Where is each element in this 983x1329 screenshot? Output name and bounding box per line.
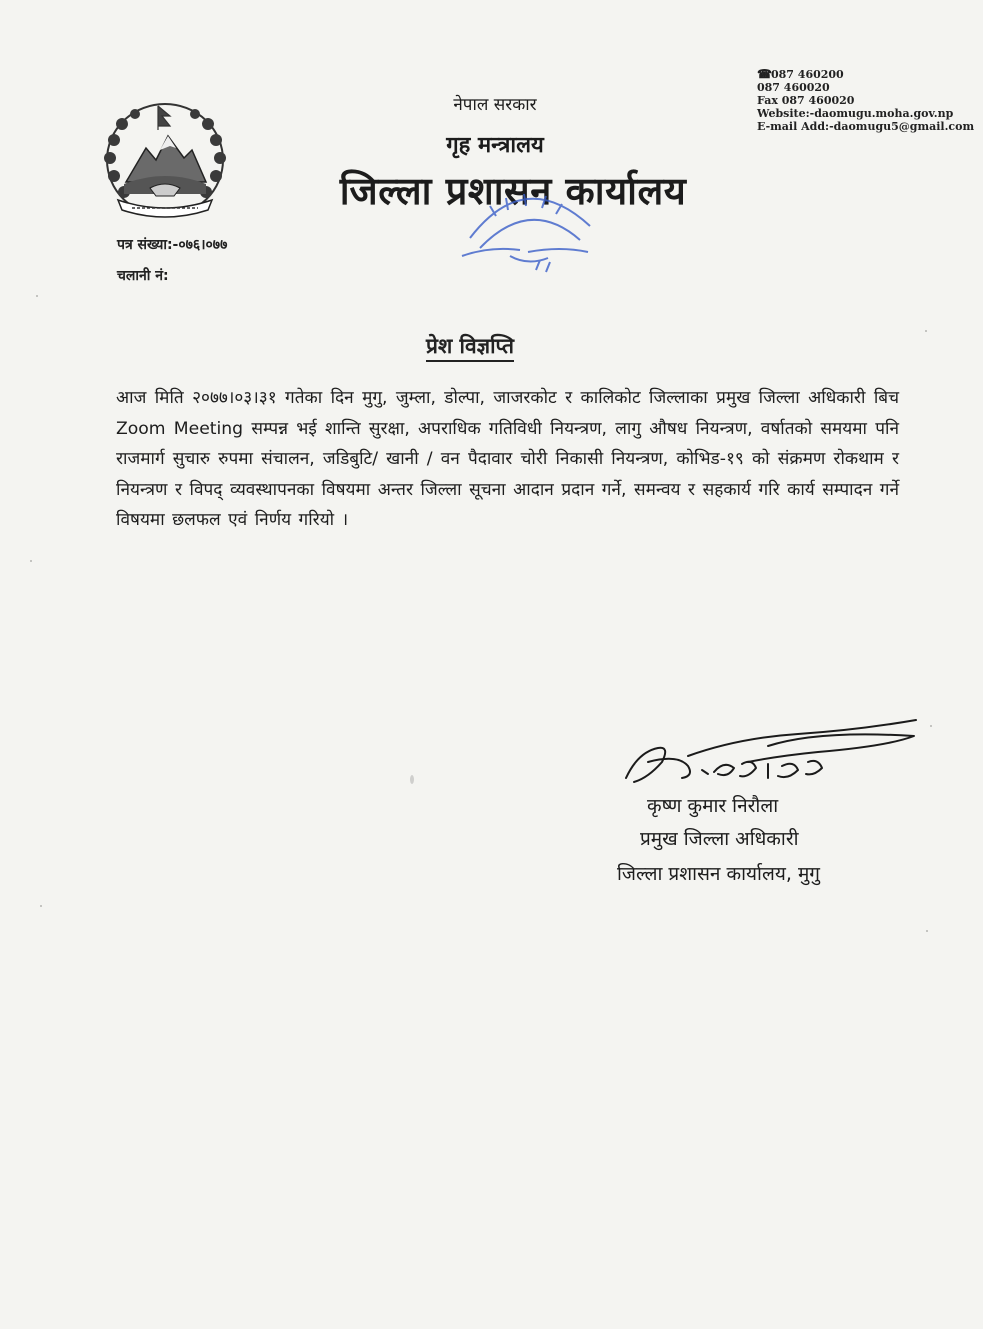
government-name: नेपाल सरकार <box>453 95 537 115</box>
fax-number: Fax 087 460020 <box>757 94 855 107</box>
phone-number-2: 087 460020 <box>757 81 830 94</box>
notice-body: आज मिति २०७७।०३।३१ गतेका दिन मुगु, जुम्ला, डोल्पा, जाजरकोट र कालिकोट जिल्लाका प्रमुख जिल्ला अधिकारी बिच Zoom Meeting सम्पन्न भई शान्ति सुरक्षा, अपराधिक गतिविधी नियन्त्रण, लागु औषध नियन्त्रण, वर्षातको समयमा पनि राजमार्ग सुचारु रुपमा संचालन, जडिबुटि/ खानी / वन पैदावार चोरी निकासी नियन्त्रण, कोभिड-१९ को संक्रमण रोकथाम र नियन्त्रण र विपद् व्यवस्थापनका विषयमा अन्तर जिल्ला सूचना आदान प्रदान गर्ने, समन्वय र सहकार्य गरि कार्य सम्पादन गर्ने विषयमा छलफल एवं निर्णय गरियो । <box>116 388 899 530</box>
scan-speck <box>30 560 32 562</box>
scan-speck <box>40 905 42 907</box>
signatory-name: कृष्ण कुमार निरौला <box>647 795 779 817</box>
dispatch-number: चलानी नं: <box>117 268 169 284</box>
phone-number-1: 087 460200 <box>771 68 844 81</box>
office-name: जिल्ला प्रशासन कार्यालय <box>339 169 687 213</box>
scan-speck <box>410 775 414 784</box>
signatory-office: जिल्ला प्रशासन कार्यालय, मुगु <box>617 863 821 885</box>
scan-speck <box>36 295 38 297</box>
office-seal-stamp-icon <box>450 186 600 276</box>
notice-title-text: प्रेश विज्ञप्ति <box>426 334 514 362</box>
scan-speck <box>930 725 932 727</box>
letter-number: पत्र संख्या:-०७६।०७७ <box>117 237 228 253</box>
email-address: E-mail Add:-daomugu5@gmail.com <box>757 120 975 133</box>
website: Website:-daomugu.moha.gov.np <box>757 107 954 120</box>
scan-speck <box>926 930 928 932</box>
notice-title <box>0 332 940 360</box>
signatory-designation: प्रमुख जिल्ला अधिकारी <box>640 828 799 850</box>
ministry-name: गृह मन्त्रालय <box>446 133 544 158</box>
telephone-icon: ☎ <box>757 67 772 81</box>
handwritten-signature-icon <box>618 712 923 790</box>
